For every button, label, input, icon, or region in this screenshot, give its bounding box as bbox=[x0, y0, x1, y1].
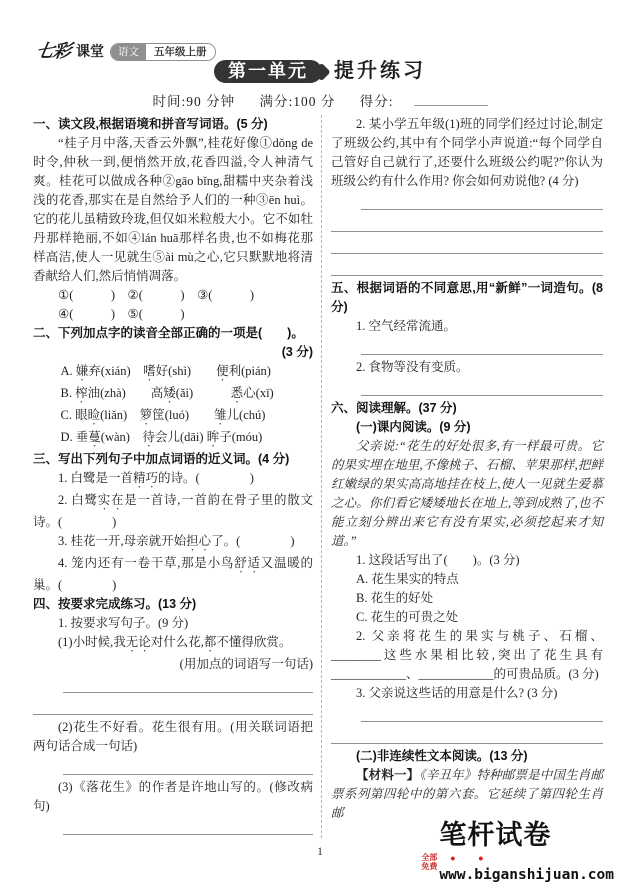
watermark-main bbox=[439, 820, 614, 885]
answer-line bbox=[331, 725, 603, 744]
answer-line bbox=[361, 377, 603, 396]
section4-q2-oral: 2. 某小学五年级(1)班的同学们经过讨论,制定了班级公约,其中有个同学小声说道:“每个同学自己管好自己就行了,还要什么班级公约呢?”你认为班级公约有什么作用? 你会如何劝说他? (4 分) bbox=[331, 117, 603, 188]
section2-score: (3 分) bbox=[281, 345, 313, 359]
watermark-free-label bbox=[421, 853, 437, 871]
reading1-passage: 父亲说:“花生的好处很多,有一样最可贵。它的果实埋在地里,不像桃子、石榴、苹果那样,把鲜红嫩绿的果实高高地挂在枝上,使人一见就生爱慕之心。你们看它矮矮地长在地上,等到成熟了,也不能立刻分辨出来它有没有果实,必须挖起来才知道。” bbox=[331, 439, 603, 548]
answer-line bbox=[331, 235, 603, 254]
choice-row-a: A. 嫌弃(xián) 嗜好(shì) 便利(pián) bbox=[60, 364, 271, 378]
reading1-heading: (一)课内阅读。(9 分) bbox=[356, 420, 471, 434]
answer-line bbox=[361, 336, 603, 355]
section3-item: 3. 桂花一开,母亲就开始担心了。( ) bbox=[58, 534, 295, 548]
section3-item: 4. 笼内还有一卷干草,那是小鸟舒适又温暖的巢。( ) bbox=[33, 556, 313, 592]
meta-score-label: 得分: bbox=[359, 94, 394, 109]
section5-item2: 2. 食物等没有变质。 bbox=[356, 360, 469, 374]
answer-line bbox=[63, 756, 313, 775]
unit-badge: 第一单元 bbox=[214, 60, 322, 83]
section4-heading: 四、按要求完成练习。(13 分) bbox=[33, 597, 197, 611]
watermark-url: www.biganshijuan.com bbox=[439, 867, 614, 883]
reading2-heading: (二)非连续性文本阅读。(13 分) bbox=[356, 749, 528, 763]
choice-row-b: B. 榨油(zhà) 高矮(ǎi) 悉心(xī) bbox=[60, 386, 274, 400]
title-row bbox=[0, 60, 640, 83]
page-number: 1 bbox=[317, 844, 323, 858]
exam-meta bbox=[0, 92, 640, 111]
reading1-q3: 3. 父亲说这些话的用意是什么? (3 分) bbox=[356, 686, 558, 700]
reading1-q2: 2. 父亲将花生的果实与桃子、石榴、________这些水果相比较,突出了花生具有____________、____________的可贵品质。(3 分) bbox=[331, 629, 603, 681]
section4-q3: (3)《落花生》的作者是许地山写的。(修改病句) bbox=[33, 780, 313, 813]
right-column bbox=[321, 115, 603, 838]
section1-blank-row: ①( ) ②( ) ③( ) bbox=[58, 288, 255, 302]
answer-line bbox=[361, 191, 603, 210]
section3-item: 1. 白鹭是一首精巧的诗。( ) bbox=[58, 471, 254, 485]
section4-q1: (1)小时候,我无论对什么花,都不懂得欣赏。 bbox=[58, 635, 292, 649]
answer-line bbox=[361, 703, 603, 722]
watermark-brand: 笔杆试卷 bbox=[439, 820, 552, 850]
reading1-choice-c: C. 花生的可贵之处 bbox=[356, 610, 459, 624]
meta-fullscore: 满分:100 分 bbox=[259, 94, 336, 109]
brand-logo: 七彩 bbox=[34, 41, 72, 61]
section4-q1-note: (用加点的词语写一句话) bbox=[179, 657, 313, 671]
brand-logo-rest: 课堂 bbox=[76, 43, 104, 59]
watermark-free-line: 全部 bbox=[421, 853, 438, 862]
section5-item1: 1. 空气经常流通。 bbox=[356, 319, 457, 333]
answer-line bbox=[63, 816, 313, 835]
section1-heading: 一、读文段,根据语境和拼音写词语。(5 分) bbox=[33, 117, 268, 131]
choice-row-d: D. 垂蔓(wàn) 待会儿(dāi) 眸子(móu) bbox=[60, 430, 263, 444]
section2-heading: 二、下列加点字的读音全部正确的一项是( )。 bbox=[33, 326, 304, 340]
section1-passage: “桂子月中落,天香云外飘”,桂花好像①dǒng de时令,仲秋一到,便悄然开放,花香四溢,令人神清气爽。桂花可以做成各种②gāo bǐng,甜糯中夹杂着浅浅的花香,那实在是自然给予人们的一种③ēn huì。它的花儿虽精致玲珑,但仅如米粒般大小。它不如牡丹那样艳丽,不如④lán huā那样名贵,也不如梅花那样高洁,使人一见就生⑤ài mù之心,它只默默地将清香献给人们,然后悄悄凋落。 bbox=[33, 136, 313, 283]
left-column bbox=[33, 115, 321, 838]
edition-badge bbox=[110, 43, 216, 61]
section6-heading: 六、阅读理解。(37 分) bbox=[331, 401, 457, 415]
brand-header bbox=[36, 42, 216, 61]
score-blank bbox=[414, 92, 488, 106]
section4-q2: (2)花生不好看。花生很有用。(用关联词语把两句话合成一句话) bbox=[33, 720, 313, 753]
section5-heading: 五、根据词语的不同意思,用“新鲜”一词造句。(8 分) bbox=[331, 281, 603, 314]
watermark-free-line: 免费 bbox=[421, 862, 438, 871]
watermark bbox=[421, 820, 614, 885]
reading1-choice-b: B. 花生的好处 bbox=[356, 591, 434, 605]
page-title: 提升练习 bbox=[334, 60, 426, 82]
answer-line bbox=[33, 696, 313, 715]
answer-line bbox=[331, 257, 603, 276]
answer-line bbox=[331, 213, 603, 232]
section1-blank-row: ④( ) ⑤( ) bbox=[58, 307, 185, 321]
section3-item: 2. 白鹭实在是一首诗,一首韵在骨子里的散文诗。( ) bbox=[33, 493, 313, 529]
meta-time: 时间:90 分钟 bbox=[152, 94, 236, 109]
grade-badge: 五年级上册 bbox=[146, 44, 215, 60]
subject-badge: 语文 bbox=[111, 44, 146, 60]
answer-line bbox=[63, 674, 313, 693]
choice-row-c: C. 眼睑(liǎn) 箩筐(luó) 雏儿(chú) bbox=[60, 408, 266, 422]
section4-sub1: 1. 按要求写句子。(9 分) bbox=[58, 616, 189, 630]
reading2-material1: 【材料一】《辛丑年》特种邮票是中国生肖邮票系列第四轮中的第六套。它延续了第四轮生肖邮 bbox=[331, 768, 603, 820]
section3-heading: 三、写出下列句子中加点词语的近义词。(4 分) bbox=[33, 452, 290, 466]
reading1-q1: 1. 这段话写出了( )。(3 分) bbox=[356, 553, 520, 567]
reading1-choice-a: A. 花生果实的特点 bbox=[356, 572, 459, 586]
two-column-body bbox=[33, 115, 611, 838]
